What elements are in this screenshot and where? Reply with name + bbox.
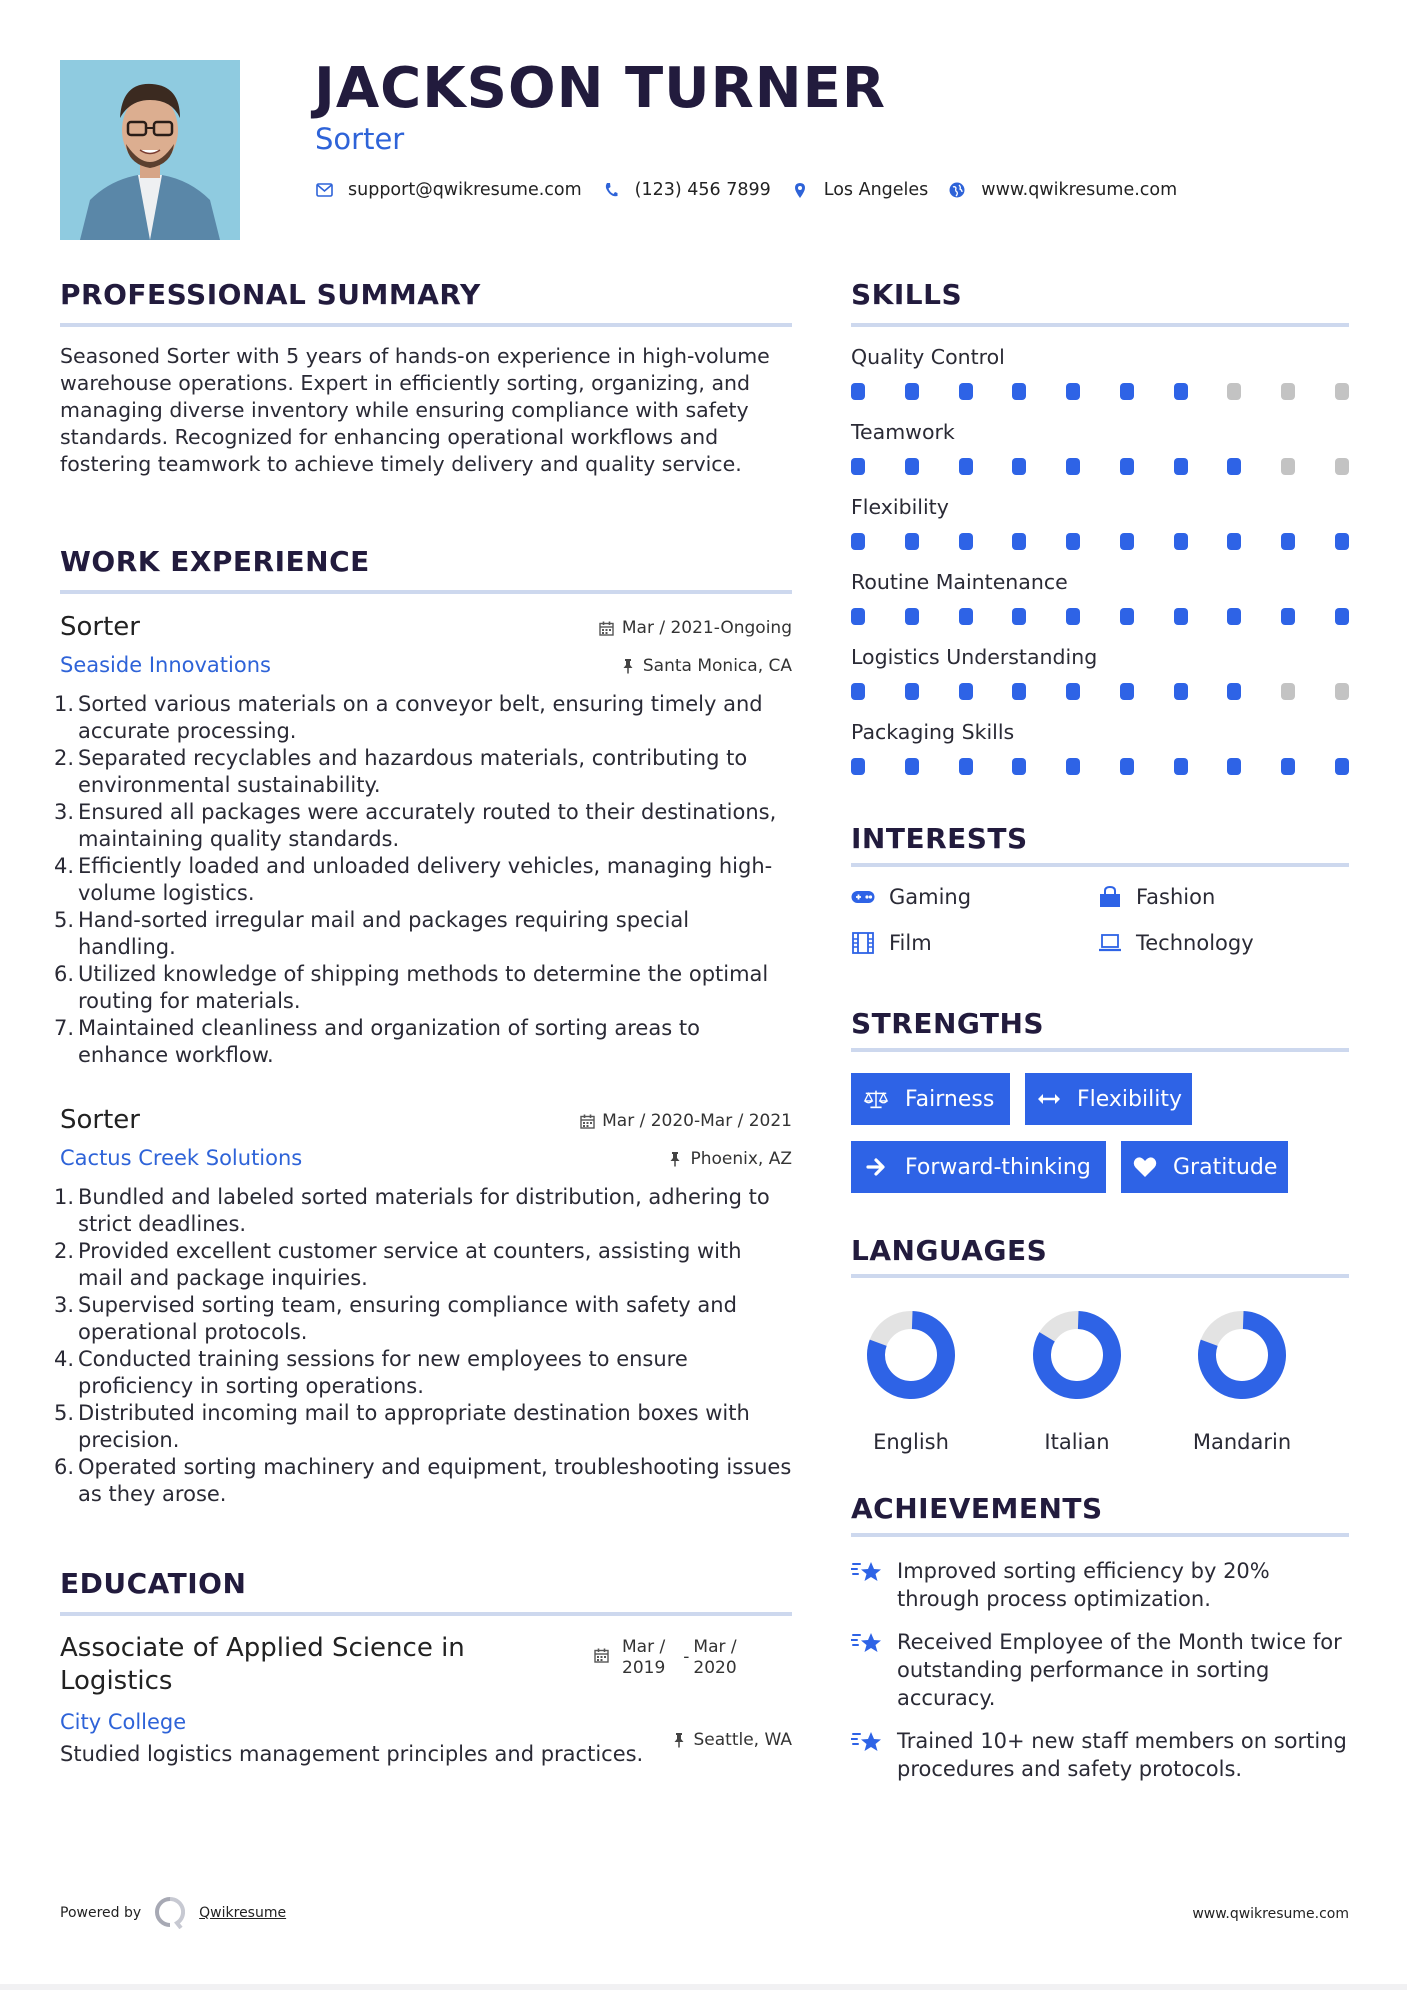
rating-dot-filled (851, 383, 865, 400)
bullet-text: Sorted various materials on a conveyor belt, ensuring timely and accurate processing. (78, 692, 763, 743)
calendar-icon (599, 620, 615, 636)
envelope-icon (315, 181, 333, 199)
achievements-heading: ACHIEVEMENTS (851, 1492, 1103, 1525)
pushpin-icon (667, 1151, 683, 1167)
candidate-name: JACKSON TURNER (314, 56, 887, 121)
skill-name: Flexibility (851, 495, 949, 519)
education-entry (60, 1632, 792, 1766)
education-dates (593, 1637, 737, 1679)
skill-rating (851, 383, 1349, 400)
interest-item (851, 931, 932, 955)
shooting-star-icon (851, 1559, 883, 1587)
experience-divider (60, 590, 792, 594)
rating-dot-empty (1335, 458, 1349, 475)
rating-dot-filled (1174, 533, 1188, 550)
rating-dot-filled (905, 458, 919, 475)
rating-dot-filled (851, 533, 865, 550)
rating-dot-filled (1335, 758, 1349, 775)
strength-label: Forward-thinking (905, 1154, 1091, 1180)
contact-email[interactable] (315, 180, 582, 200)
degree-title: Associate of Applied Science in Logistics (60, 1633, 465, 1696)
shooting-star-icon (851, 1729, 883, 1757)
strength-label: Fairness (905, 1086, 995, 1112)
skill-item (851, 720, 1349, 775)
candidate-title: Sorter (315, 122, 405, 156)
rating-dot-filled (959, 683, 973, 700)
rating-dot-filled (1066, 458, 1080, 475)
rating-dot-filled (1281, 758, 1295, 775)
job-date-text: Mar / 2021-Ongoing (621, 618, 792, 638)
skill-item (851, 645, 1349, 700)
bullet-item (54, 799, 792, 853)
education-start-date (622, 1637, 665, 1679)
rating-dot-filled (905, 533, 919, 550)
school-name: City College (60, 1710, 187, 1734)
bullet-text: Provided excellent customer service at counters, assisting with mail and package inquiries. (78, 1239, 742, 1290)
rating-dot-filled (1012, 608, 1026, 625)
rating-dot-filled (959, 758, 973, 775)
date-separator: - (683, 1647, 690, 1667)
bullet-number: 2. (54, 1239, 75, 1263)
bullet-text: Ensured all packages were accurately routed to their destinations, maintaining quality standards. (78, 800, 777, 851)
achievement-item (851, 1557, 1351, 1613)
start-month: Mar / (622, 1637, 666, 1657)
contact-location-text: Los Angeles (823, 180, 929, 200)
qwikresume-logo-icon (155, 1897, 185, 1929)
rating-dot-filled (1174, 758, 1188, 775)
bullet-item (54, 1346, 792, 1400)
bullet-number: 5. (54, 908, 75, 932)
bullet-item (54, 1454, 792, 1508)
achievements-divider (851, 1533, 1349, 1537)
skill-rating (851, 683, 1349, 700)
rating-dot-filled (1012, 683, 1026, 700)
bullet-number: 7. (54, 1016, 75, 1040)
shooting-star-icon (851, 1630, 883, 1658)
rating-dot-filled (851, 608, 865, 625)
rating-dot-filled (1120, 383, 1134, 400)
qwikresume-link[interactable]: Qwikresume (199, 1905, 287, 1921)
rating-dot-filled (959, 533, 973, 550)
arrows-horizontal-icon (1037, 1088, 1061, 1110)
bullet-number: 1. (54, 1185, 75, 1209)
skill-item (851, 345, 1349, 400)
language-item (1017, 1310, 1137, 1454)
language-proficiency-donut (1197, 1310, 1287, 1400)
rating-dot-filled (1066, 533, 1080, 550)
bullet-item (54, 1292, 792, 1346)
rating-dot-empty (1335, 683, 1349, 700)
rating-dot-filled (1227, 533, 1241, 550)
rating-dot-filled (1012, 533, 1026, 550)
start-year: 2019 (622, 1658, 666, 1678)
bullet-text: Conducted training sessions for new employees to ensure proficiency in sorting operations. (78, 1347, 688, 1398)
globe-icon (948, 181, 966, 199)
skill-name: Quality Control (851, 345, 1005, 369)
bullet-number: 6. (54, 1455, 75, 1479)
summary-divider (60, 323, 792, 327)
rating-dot-filled (1120, 533, 1134, 550)
language-item (1182, 1310, 1302, 1454)
footer-website[interactable]: www.qwikresume.com (1192, 1906, 1349, 1922)
heart-icon (1133, 1156, 1157, 1178)
achievement-item (851, 1727, 1351, 1783)
rating-dot-empty (1227, 383, 1241, 400)
job-date (599, 618, 792, 638)
rating-dot-filled (1227, 683, 1241, 700)
skill-item (851, 570, 1349, 625)
bullet-text: Hand-sorted irregular mail and packages requiring special handling. (78, 908, 690, 959)
contact-phone-text: (123) 456 7899 (634, 180, 771, 200)
rating-dot-filled (1335, 533, 1349, 550)
rating-dot-filled (1066, 608, 1080, 625)
rating-dot-filled (1174, 608, 1188, 625)
rating-dot-empty (1335, 383, 1349, 400)
arrow-right-icon (863, 1156, 889, 1178)
interests-heading: INTERESTS (851, 822, 1028, 855)
rating-dot-empty (1281, 683, 1295, 700)
skill-item (851, 420, 1349, 475)
skills-divider (851, 323, 1349, 327)
calendar-icon (579, 1113, 595, 1129)
achievement-text: Received Employee of the Month twice for outstanding performance in sorting accuracy. (897, 1630, 1342, 1710)
language-name: Mandarin (1192, 1430, 1292, 1454)
rating-dot-filled (1120, 758, 1134, 775)
interests-divider (851, 863, 1349, 867)
rating-dot-filled (905, 608, 919, 625)
interest-label: Film (889, 931, 932, 955)
end-year: 2020 (693, 1658, 737, 1678)
education-end-date (693, 1637, 736, 1679)
skill-name: Teamwork (851, 420, 955, 444)
contact-bar (315, 180, 1197, 200)
skill-rating (851, 608, 1349, 625)
languages-heading: LANGUAGES (851, 1234, 1048, 1267)
rating-dot-filled (959, 608, 973, 625)
language-item (851, 1310, 971, 1454)
bullet-item (54, 1184, 792, 1238)
rating-dot-filled (1174, 683, 1188, 700)
bullet-text: Supervised sorting team, ensuring compliance with safety and operational protocols. (78, 1293, 737, 1344)
education-location-text: Seattle, WA (693, 1730, 792, 1750)
bullet-text: Utilized knowledge of shipping methods to determine the optimal routing for materials. (78, 962, 769, 1013)
contact-website[interactable] (948, 180, 1177, 200)
skills-heading: SKILLS (851, 278, 963, 311)
powered-by-label: Powered by (60, 1905, 142, 1921)
summary-text: Seasoned Sorter with 5 years of hands-on experience in high-volume warehouse operations. Expert in efficiently sorting, organizing, and managing diverse inventory while ensuring compliance with safety standards. Recognized for enhancing operational workflows and fostering teamwork to achieve timely delivery and quality service. (60, 344, 770, 476)
education-divider (60, 1612, 792, 1616)
bullet-item (54, 1238, 792, 1292)
contact-website-text: www.qwikresume.com (981, 180, 1178, 200)
job-bullets (54, 1184, 792, 1508)
language-name: Italian (1044, 1430, 1110, 1454)
rating-dot-filled (851, 458, 865, 475)
skill-rating (851, 758, 1349, 775)
experience-heading: WORK EXPERIENCE (60, 545, 370, 578)
bullet-number: 5. (54, 1401, 75, 1425)
rating-dot-filled (1281, 608, 1295, 625)
bullet-number: 6. (54, 962, 75, 986)
page-bottom-edge (0, 1984, 1407, 1990)
bullet-item (54, 907, 792, 961)
strengths-heading: STRENGTHS (851, 1007, 1045, 1040)
rating-dot-filled (1335, 608, 1349, 625)
interest-item (851, 885, 971, 909)
rating-dot-filled (905, 683, 919, 700)
skill-rating (851, 458, 1349, 475)
rating-dot-empty (1281, 383, 1295, 400)
rating-dot-filled (1120, 458, 1134, 475)
education-heading: EDUCATION (60, 1567, 247, 1600)
rating-dot-filled (1120, 608, 1134, 625)
job-bullets (54, 691, 792, 1069)
rating-dot-filled (959, 458, 973, 475)
end-month: Mar / (693, 1637, 737, 1657)
achievement-text: Trained 10+ new staff members on sorting procedures and safety protocols. (897, 1729, 1347, 1781)
rating-dot-filled (851, 683, 865, 700)
bullet-number: 4. (54, 1347, 75, 1371)
bullet-number: 1. (54, 692, 75, 716)
achievement-item (851, 1628, 1351, 1712)
balance-scale-icon (863, 1088, 889, 1110)
rating-dot-filled (1066, 758, 1080, 775)
bullet-number: 3. (54, 1293, 75, 1317)
shopping-bag-icon (1098, 886, 1122, 908)
bullet-text: Operated sorting machinery and equipment, troubleshooting issues as they arose. (78, 1455, 792, 1506)
strength-label: Gratitude (1173, 1154, 1278, 1180)
skill-name: Routine Maintenance (851, 570, 1068, 594)
strength-badge (1121, 1141, 1288, 1193)
job-date-text: Mar / 2020-Mar / 2021 (602, 1111, 792, 1131)
job-location-text: Phoenix, AZ (690, 1149, 792, 1169)
job-location-text: Santa Monica, CA (642, 656, 792, 676)
strength-label: Flexibility (1077, 1086, 1182, 1112)
footer-powered-by (60, 1897, 286, 1929)
achievement-text: Improved sorting efficiency by 20% through process optimization. (897, 1559, 1270, 1611)
education-description: Studied logistics management principles and practices. (60, 1742, 644, 1766)
pushpin-icon (620, 658, 636, 674)
rating-dot-filled (1174, 458, 1188, 475)
film-icon (851, 932, 875, 954)
pushpin-icon (671, 1732, 687, 1748)
languages-divider (851, 1274, 1349, 1278)
job-title: Sorter (60, 612, 140, 642)
profile-photo (60, 60, 240, 240)
rating-dot-filled (959, 383, 973, 400)
rating-dot-filled (905, 383, 919, 400)
bullet-item (54, 1015, 792, 1069)
job-date (579, 1111, 792, 1131)
interest-label: Fashion (1136, 885, 1216, 909)
rating-dot-filled (1066, 683, 1080, 700)
bullet-text: Maintained cleanliness and organization of sorting areas to enhance workflow. (78, 1016, 700, 1067)
rating-dot-filled (905, 758, 919, 775)
job-entry (54, 612, 792, 1069)
strengths-divider (851, 1048, 1349, 1052)
bullet-text: Bundled and labeled sorted materials for distribution, adhering to strict deadlines. (78, 1185, 770, 1236)
rating-dot-filled (1066, 383, 1080, 400)
calendar-icon (593, 1647, 609, 1663)
job-title: Sorter (60, 1105, 140, 1135)
bullet-number: 3. (54, 800, 75, 824)
education-location (671, 1730, 793, 1750)
bullet-item (54, 961, 792, 1015)
skill-item (851, 495, 1349, 550)
rating-dot-filled (1281, 533, 1295, 550)
rating-dot-empty (1281, 458, 1295, 475)
language-proficiency-donut (866, 1310, 956, 1400)
skill-rating (851, 533, 1349, 550)
rating-dot-filled (1012, 758, 1026, 775)
map-marker-icon (791, 181, 809, 199)
contact-email-text: support@qwikresume.com (348, 180, 582, 200)
bullet-item (54, 853, 792, 907)
interest-item (1098, 885, 1215, 909)
rating-dot-filled (1120, 683, 1134, 700)
laptop-icon (1098, 932, 1122, 954)
bullet-text: Separated recyclables and hazardous materials, contributing to environmental sustainability. (78, 746, 748, 797)
rating-dot-filled (1012, 383, 1026, 400)
strength-badge (851, 1141, 1106, 1193)
bullet-text: Efficiently loaded and unloaded delivery vehicles, managing high-volume logistics. (78, 854, 773, 905)
language-name: English (873, 1430, 949, 1454)
rating-dot-filled (1174, 383, 1188, 400)
rating-dot-filled (1227, 458, 1241, 475)
strength-badge (1025, 1073, 1192, 1125)
job-location (667, 1149, 792, 1169)
gamepad-icon (851, 886, 875, 908)
strength-badge (851, 1073, 1010, 1125)
skill-name: Logistics Understanding (851, 645, 1098, 669)
rating-dot-filled (851, 758, 865, 775)
skill-name: Packaging Skills (851, 720, 1015, 744)
bullet-item (54, 691, 792, 745)
bullet-item (54, 1400, 792, 1454)
interest-item (1098, 931, 1254, 955)
summary-heading: PROFESSIONAL SUMMARY (60, 278, 481, 311)
language-proficiency-donut (1032, 1310, 1122, 1400)
rating-dot-filled (1012, 458, 1026, 475)
rating-dot-filled (1227, 608, 1241, 625)
rating-dot-filled (1227, 758, 1241, 775)
bullet-number: 2. (54, 746, 75, 770)
contact-location (791, 180, 929, 200)
bullet-item (54, 745, 792, 799)
bullet-text: Distributed incoming mail to appropriate destination boxes with precision. (78, 1401, 750, 1452)
phone-icon (602, 181, 620, 199)
bullet-number: 4. (54, 854, 75, 878)
contact-phone[interactable] (602, 180, 771, 200)
job-entry (54, 1105, 792, 1508)
interest-label: Technology (1136, 931, 1254, 955)
job-company: Cactus Creek Solutions (60, 1146, 303, 1170)
interest-label: Gaming (889, 885, 972, 909)
job-location (620, 656, 792, 676)
job-company: Seaside Innovations (60, 653, 271, 677)
